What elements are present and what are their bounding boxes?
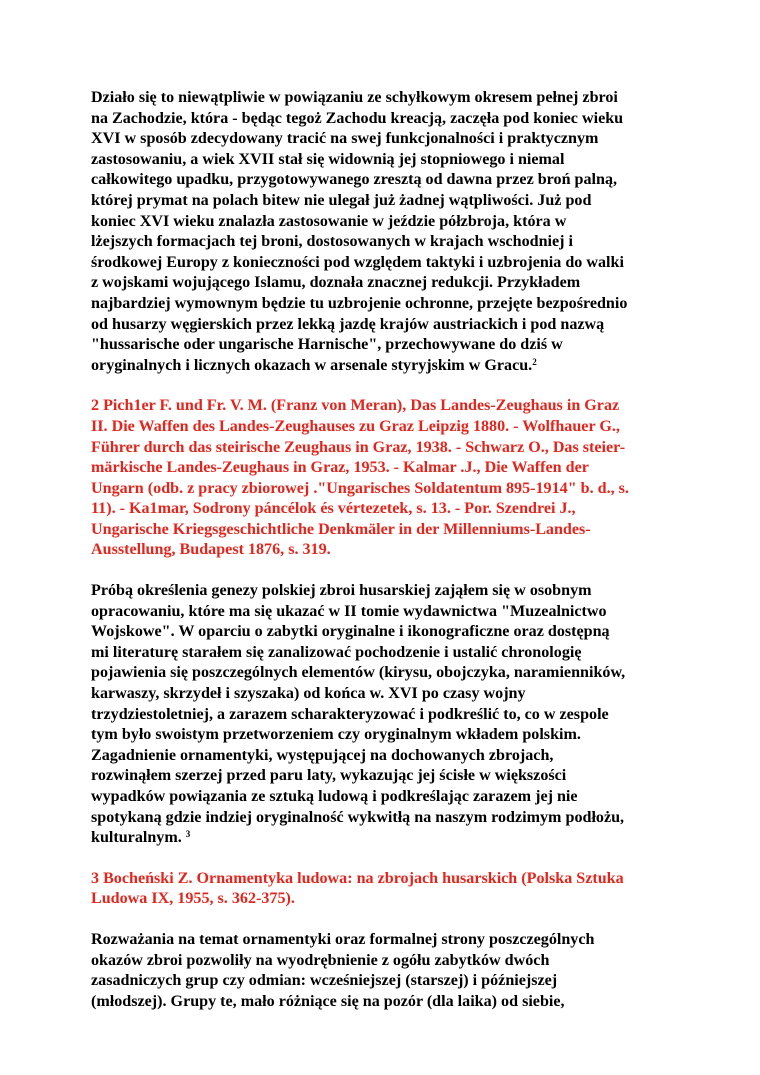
footnote-3: 3 Bocheński Z. Ornamentyka ludowa: na zbrojach husarskich (Polska Sztuka Ludowa IX, 1955, s. 362-375). <box>91 869 624 908</box>
body-paragraph-1-text: Działo się to niewątpliwie w powiązaniu ze schyłkowym okresem pełnej zbroi na Zachodzie, która - będąc tegoż Zachodu kreacją, zaczęła pod koniec wieku XVI w sposób zdecydowany tracić na swej funkcjonalności i praktycznym zastosowaniu, a wiek XVII stał się widownią jej stopniowego i niemal całkowitego upadku, przygotowywanego zresztą od dawna przez broń palną, której prymat na polach bitew nie ulegał już żadnej wątpliwości. Już pod koniec XVI wieku znalazła zastosowanie w jeździe półzbroja, która w lżejszych formacjach tej broni, dostosowanych w krajach wschodniej i środkowej Europy z konieczności pod względem taktyki i uzbrojenia do walki z wojskami wojującego Islamu, doznała znacznej redukcji. Przykładem najbardziej wymownym będzie tu uzbrojenie ochronne, przejęte bezpośrednio od husarzy węgierskich przez lekką jazdę krajów austriackich i pod nazwą "hussarische oder ungarische Harnische", przechowywane do dziś w oryginalnych i licznych okazach w arsenale styryjskim w Gracu. <box>91 89 628 374</box>
document-page <box>91 88 676 1032</box>
footnote-reference-2: 2 <box>532 356 537 367</box>
footnote-reference-3: 3 <box>185 829 191 840</box>
body-paragraph-2-text: Próbą określenia genezy polskiej zbroi husarskiej zająłem się w osobnym opracowaniu, które ma się ukazać w II tomie wydawnictwa "Muzealnictwo Wojskowe". W oparciu o zabytki oryginalne i ikonograficzne oraz dostępną mi literaturę starałem się zanalizować pochodzenie i ustalić chronologię pojawienia się poszczególnych elementów (kirysu, obojczyka, naramienników, karwaszy, skrzydeł i szyszaka) od końca w. XVI po czasy wojny trzydziestoletniej, a zarazem scharakteryzować i podkreślić to, co w zespole tym było swoistym przetworzeniem czy oryginalnym wkładem polskim. Zagadnienie ornamentyki, występującej na dochowanych zbrojach, rozwinąłem szerzej przed paru laty, wykazując jej ścisłe w większości wypadków powiązania ze sztuką ludową i podkreślając zarazem jej nie spotykaną gdzie indziej oryginalność wykwitłą na naszym rodzimym podłożu, kulturalnym. <box>91 582 626 847</box>
body-paragraph-3: Rozważania na temat ornamentyki oraz formalnej strony poszczególnych okazów zbroi pozwoliły na wyodrębnienie z ogółu zabytków dwóch zasadniczych grup czy odmian: wcześniejszej (starszej) i późniejszej (młodszej). Grupy te, mało różniące się na pozór (dla laika) od siebie, <box>91 930 595 1010</box>
body-paragraph-2 <box>91 581 676 849</box>
footnote-2: 2 Pich1er F. und Fr. V. M. (Franz von Meran), Das Landes-Zeughaus in Graz II. Die Waffen des Landes-Zeughauses zu Graz Leipzig 1880. - Wolfhauer G., Führer durch das steirische Zeughaus in Graz, 1938. - Schwarz O., Das steier- märkische Landes-Zeughaus in Graz, 1953. - Kalmar .J., Die Waffen der Ungarn (odb. z pracy zbiorowej ."Ungarisches Soldatentum 895-1914" b. d., s. 11). - Ka1mar, Sodrony páncélok és vértezetek, s. 13. - Por. Szendrei J., Ungarische Kriegsgeschichtliche Denkmäler in der Millenniums-Landes- Ausstellung, Budapest 1876, s. 319. <box>91 397 629 559</box>
body-paragraph-1 <box>91 88 676 376</box>
